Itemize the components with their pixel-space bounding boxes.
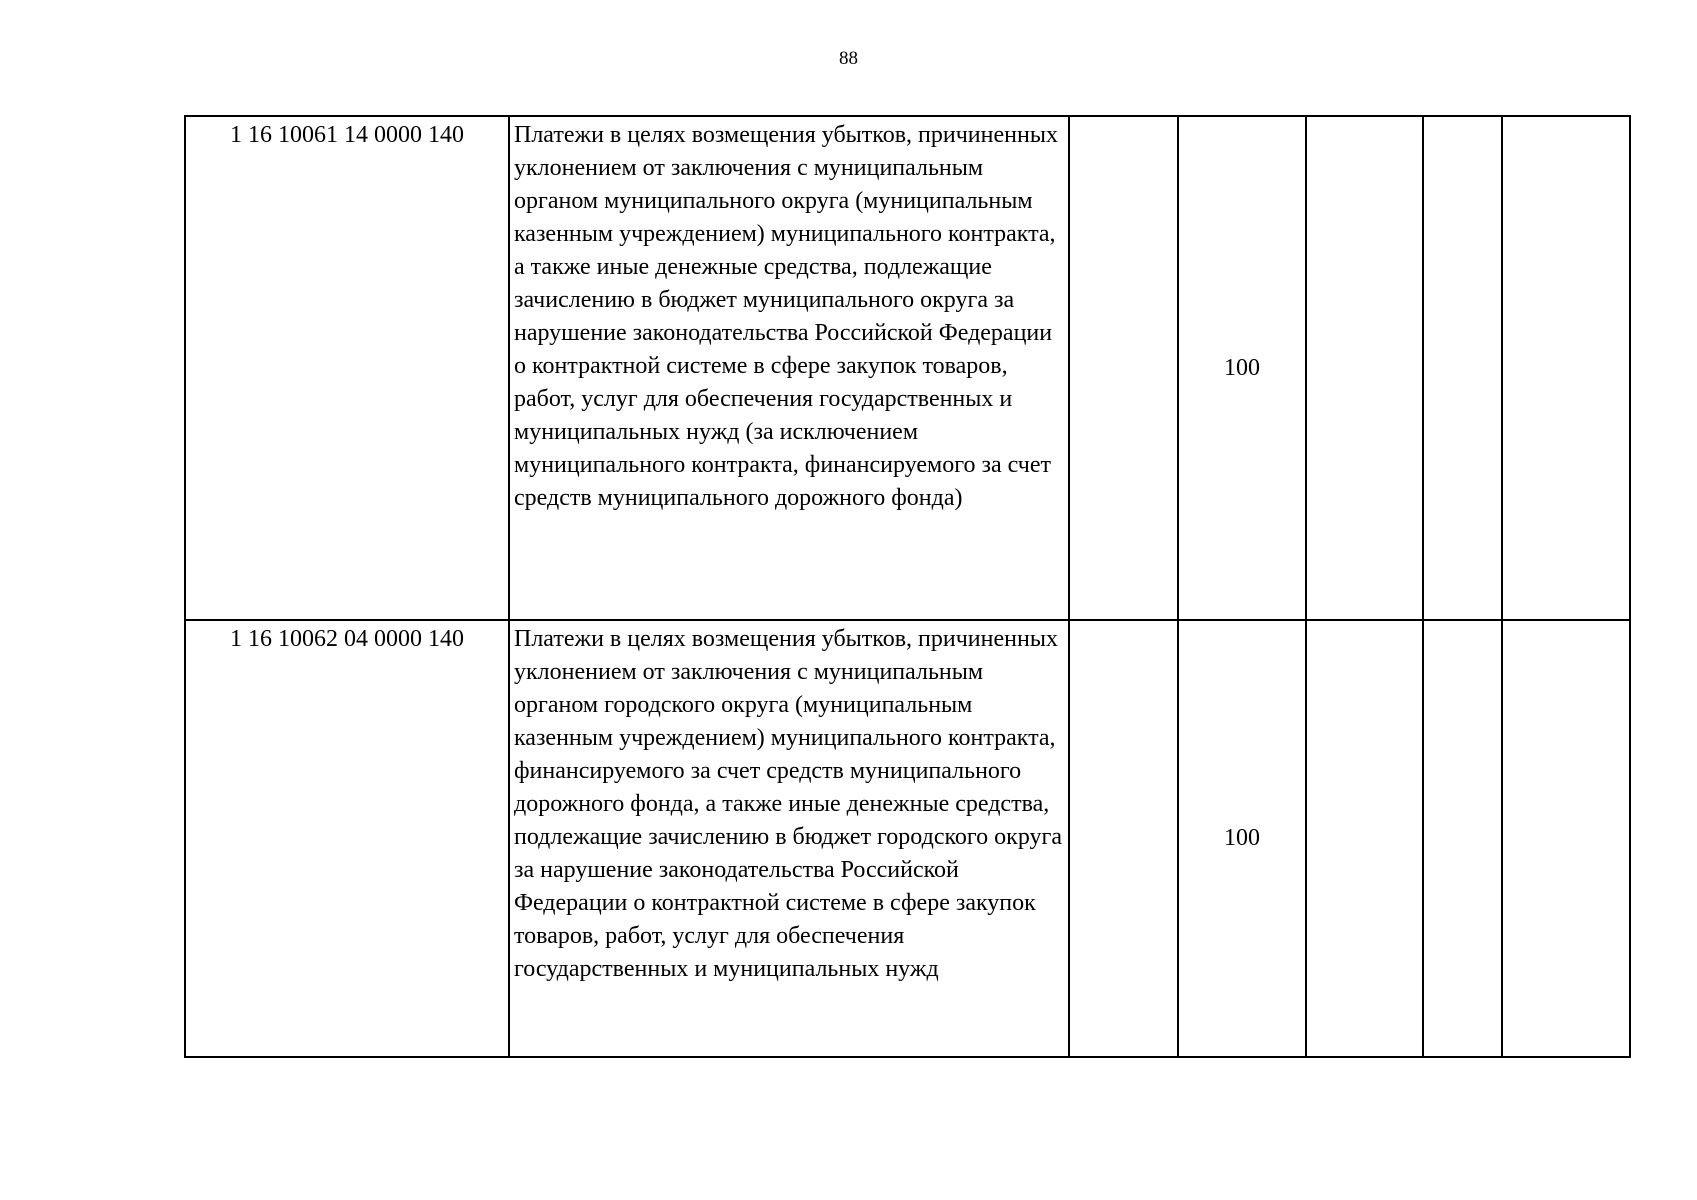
budget-code-cell: 1 16 10061 14 0000 140 xyxy=(185,116,509,620)
description-cell: Платежи в целях возмещения убытков, причиненных уклонением от заключения с муниципальным органом муниципального округа (муниципальным казенным учреждением) муниципального контракта, а также иные денежные средства, подлежащие зачислению в бюджет муниципального округа за нарушение законодательства Российской Федерации о контрактной системе в сфере закупок товаров, работ, услуг для обеспечения государственных и муниципальных нужд (за исключением муниципального контракта, финансируемого за счет средств муниципального дорожного фонда) xyxy=(509,116,1069,620)
page-number: 88 xyxy=(839,48,858,69)
value-cell-col7 xyxy=(1502,116,1630,620)
value-cell-col6 xyxy=(1423,116,1502,620)
value-cell-col7 xyxy=(1502,620,1630,1057)
table-row xyxy=(185,620,1630,1057)
value-cell-col5 xyxy=(1306,116,1423,620)
value-cell-col5 xyxy=(1306,620,1423,1057)
value-cell-col3 xyxy=(1069,116,1178,620)
description-cell: Платежи в целях возмещения убытков, причиненных уклонением от заключения с муниципальным органом городского округа (муниципальным казенным учреждением) муниципального контракта, финансируемого за счет средств муниципального дорожного фонда, а также иные денежные средства, подлежащие зачислению в бюджет городского округа за нарушение законодательства Российской Федерации о контрактной системе в сфере закупок товаров, работ, услуг для обеспечения государственных и муниципальных нужд xyxy=(509,620,1069,1057)
value-cell-col3 xyxy=(1069,620,1178,1057)
table-row xyxy=(185,116,1630,620)
budget-classification-table xyxy=(184,115,1631,1058)
value-cell-col4: 100 xyxy=(1178,620,1306,1057)
budget-code-cell: 1 16 10062 04 0000 140 xyxy=(185,620,509,1057)
value-cell-col4: 100 xyxy=(1178,116,1306,620)
value-cell-col6 xyxy=(1423,620,1502,1057)
